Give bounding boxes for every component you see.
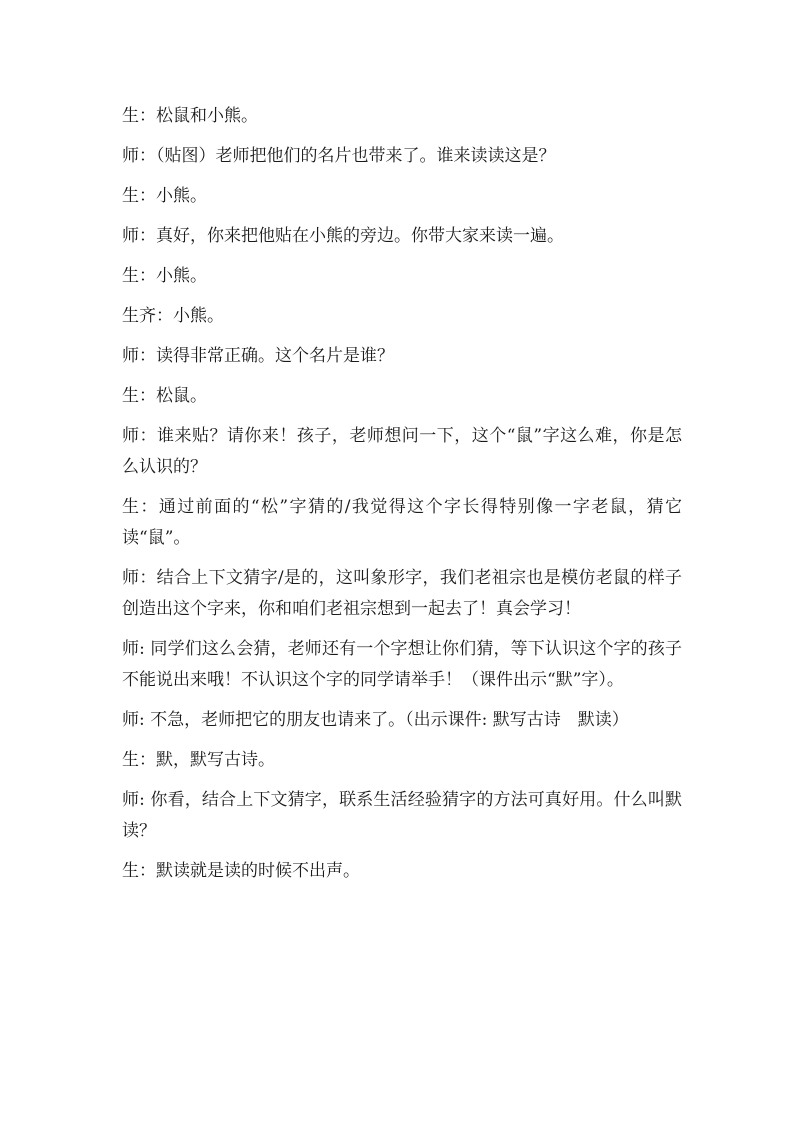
dialogue-line: 师：谁来贴？请你来！孩子，老师想问一下，这个“鼠”字这么难，你是怎么认识的？ bbox=[122, 426, 682, 477]
dialogue-line: 师: 不急，老师把它的朋友也请来了。（出示课件: 默写古诗 默读） bbox=[122, 710, 629, 730]
dialogue-line: 师：结合上下文猜字/是的，这叫象形字，我们老祖宗也是模仿老鼠的样子创造出这个字来，你和咱们老祖宗想到一起去了！真会学习！ bbox=[122, 568, 682, 619]
dialogue-line: 生齐：小熊。 bbox=[122, 306, 224, 326]
dialogue-line: 师：真好，你来把他贴在小熊的旁边。你带大家来读一遍。 bbox=[122, 226, 564, 246]
dialogue-line: 师: 同学们这么会猜，老师还有一个字想让你们猜，等下认识这个字的孩子不能说出来哦！不认识这个字的同学请举手！（课件出示“默”字）。 bbox=[122, 639, 682, 690]
dialogue-line: 师：（贴图）老师把他们的名片也带来了。谁来读读这是？ bbox=[122, 146, 556, 166]
dialogue-line: 生：小熊。 bbox=[122, 266, 207, 286]
dialogue-line: 师：读得非常正确。这个名片是谁？ bbox=[122, 346, 394, 366]
dialogue-line: 生：松鼠。 bbox=[122, 386, 207, 406]
dialogue-line: 生：松鼠和小熊。 bbox=[122, 106, 258, 126]
dialogue-line: 生：小熊。 bbox=[122, 186, 207, 206]
dialogue-line: 生：默，默写古诗。 bbox=[122, 750, 275, 770]
dialogue-line: 师: 你看，结合上下文猜字，联系生活经验猜字的方法可真好用。什么叫默读？ bbox=[122, 790, 682, 841]
dialogue-line: 生：通过前面的“松”字猜的/我觉得这个字长得特别像一字老鼠，猜它读“鼠”。 bbox=[122, 497, 682, 548]
document-body bbox=[122, 101, 682, 896]
dialogue-line: 生：默读就是读的时候不出声。 bbox=[122, 861, 360, 881]
